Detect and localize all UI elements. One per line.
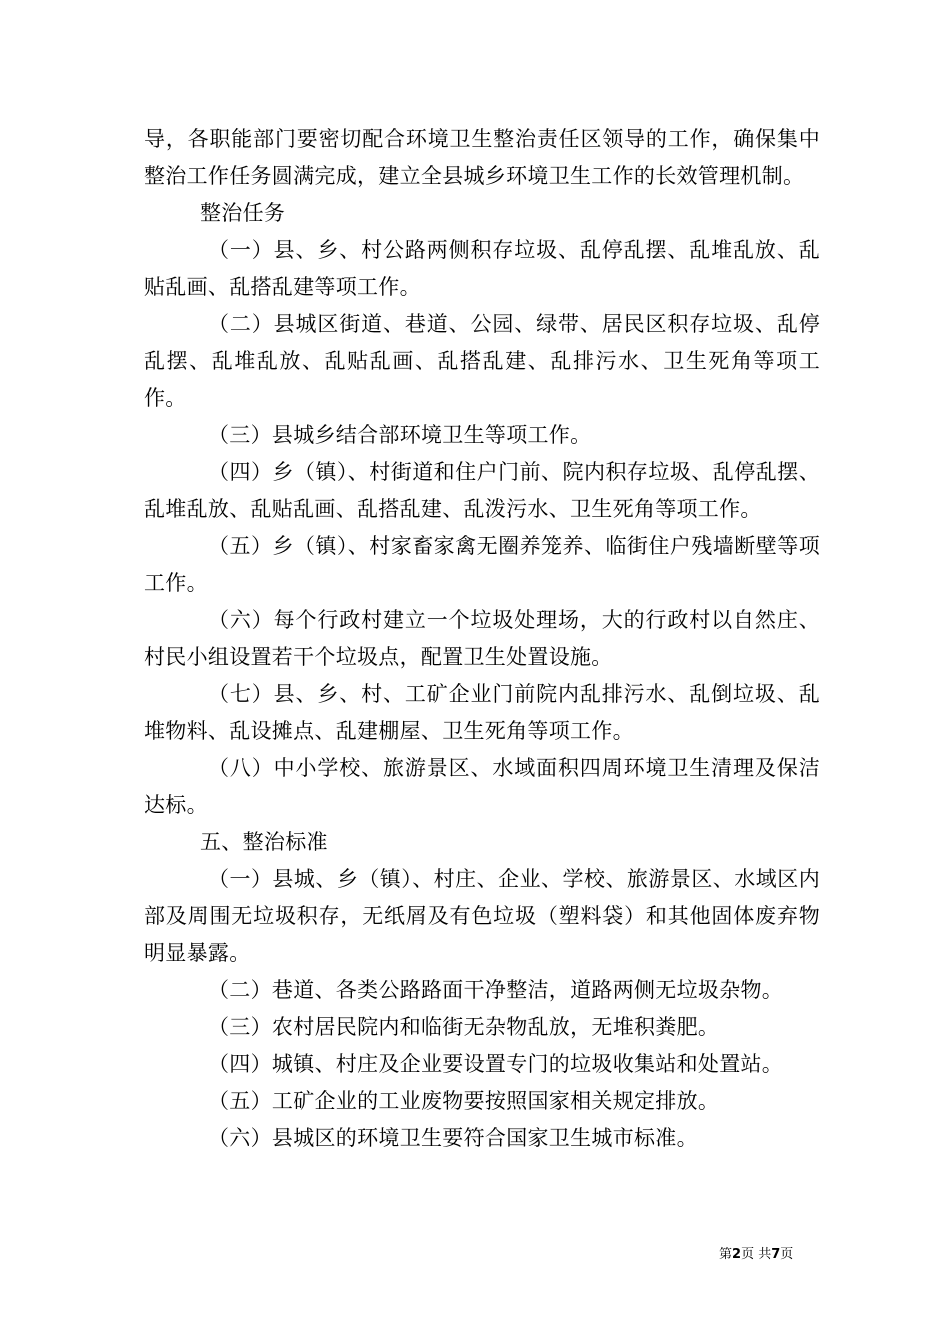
current-page-number: 2: [732, 1247, 742, 1262]
footer-prefix: 第: [719, 1247, 733, 1262]
footer-suffix: 页: [780, 1247, 794, 1262]
task-item-2: （二）县城区街道、巷道、公园、绿带、居民区积存垃圾、乱停乱摆、乱堆乱放、乱贴乱画、乱搭乱建、乱排污水、卫生死角等项工作。: [144, 312, 820, 410]
page-number-footer: [719, 1246, 793, 1264]
task-item-1: （一）县、乡、村公路两侧积存垃圾、乱停乱摆、乱堆乱放、乱贴乱画、乱搭乱建等项工作。: [144, 238, 820, 299]
total-pages-number: 7: [771, 1247, 781, 1262]
standard-item-5: （五）工矿企业的工业废物要按照国家相关规定排放。: [208, 1089, 720, 1113]
paragraph-intro-continued: 导，各职能部门要密切配合环境卫生整治责任区领导的工作，确保集中整治工作任务圆满完成，建立全县城乡环境卫生工作的长效管理机制。: [144, 127, 820, 188]
task-item-6: （六）每个行政村建立一个垃圾处理场，大的行政村以自然庄、村民小组设置若干个垃圾点，配置卫生处置设施。: [144, 608, 820, 669]
task-item-8: （八）中小学校、旅游景区、水域面积四周环境卫生清理及保洁达标。: [144, 756, 820, 817]
task-item-4: （四）乡（镇）、村街道和住户门前、院内积存垃圾、乱停乱摆、乱堆乱放、乱贴乱画、乱搭乱建、乱泼污水、卫生死角等项工作。: [144, 460, 820, 521]
footer-middle: 页 共: [741, 1247, 772, 1262]
section-heading-standards: 五、整治标准: [200, 830, 328, 854]
standard-item-1: （一）县城、乡（镇）、村庄、企业、学校、旅游景区、水域区内部及周围无垃圾积存，无纸屑及有色垃圾（塑料袋）和其他固体废弃物明显暴露。: [144, 867, 820, 965]
task-item-3: （三）县城乡结合部环境卫生等项工作。: [208, 423, 592, 447]
task-item-5: （五）乡（镇）、村家畜家禽无圈养笼养、临街住户残墙断壁等项工作。: [144, 534, 820, 595]
section-heading-tasks: 整治任务: [200, 201, 286, 225]
standard-item-2: （二）巷道、各类公路路面干净整洁，道路两侧无垃圾杂物。: [208, 978, 784, 1002]
standard-item-3: （三）农村居民院内和临街无杂物乱放，无堆积粪肥。: [208, 1015, 720, 1039]
task-item-7: （七）县、乡、村、工矿企业门前院内乱排污水、乱倒垃圾、乱堆物料、乱设摊点、乱建棚屋、卫生死角等项工作。: [144, 682, 820, 743]
standard-item-6: （六）县城区的环境卫生要符合国家卫生城市标准。: [208, 1126, 698, 1150]
document-body: [144, 121, 820, 1157]
standard-item-4: （四）城镇、村庄及企业要设置专门的垃圾收集站和处置站。: [208, 1052, 784, 1076]
